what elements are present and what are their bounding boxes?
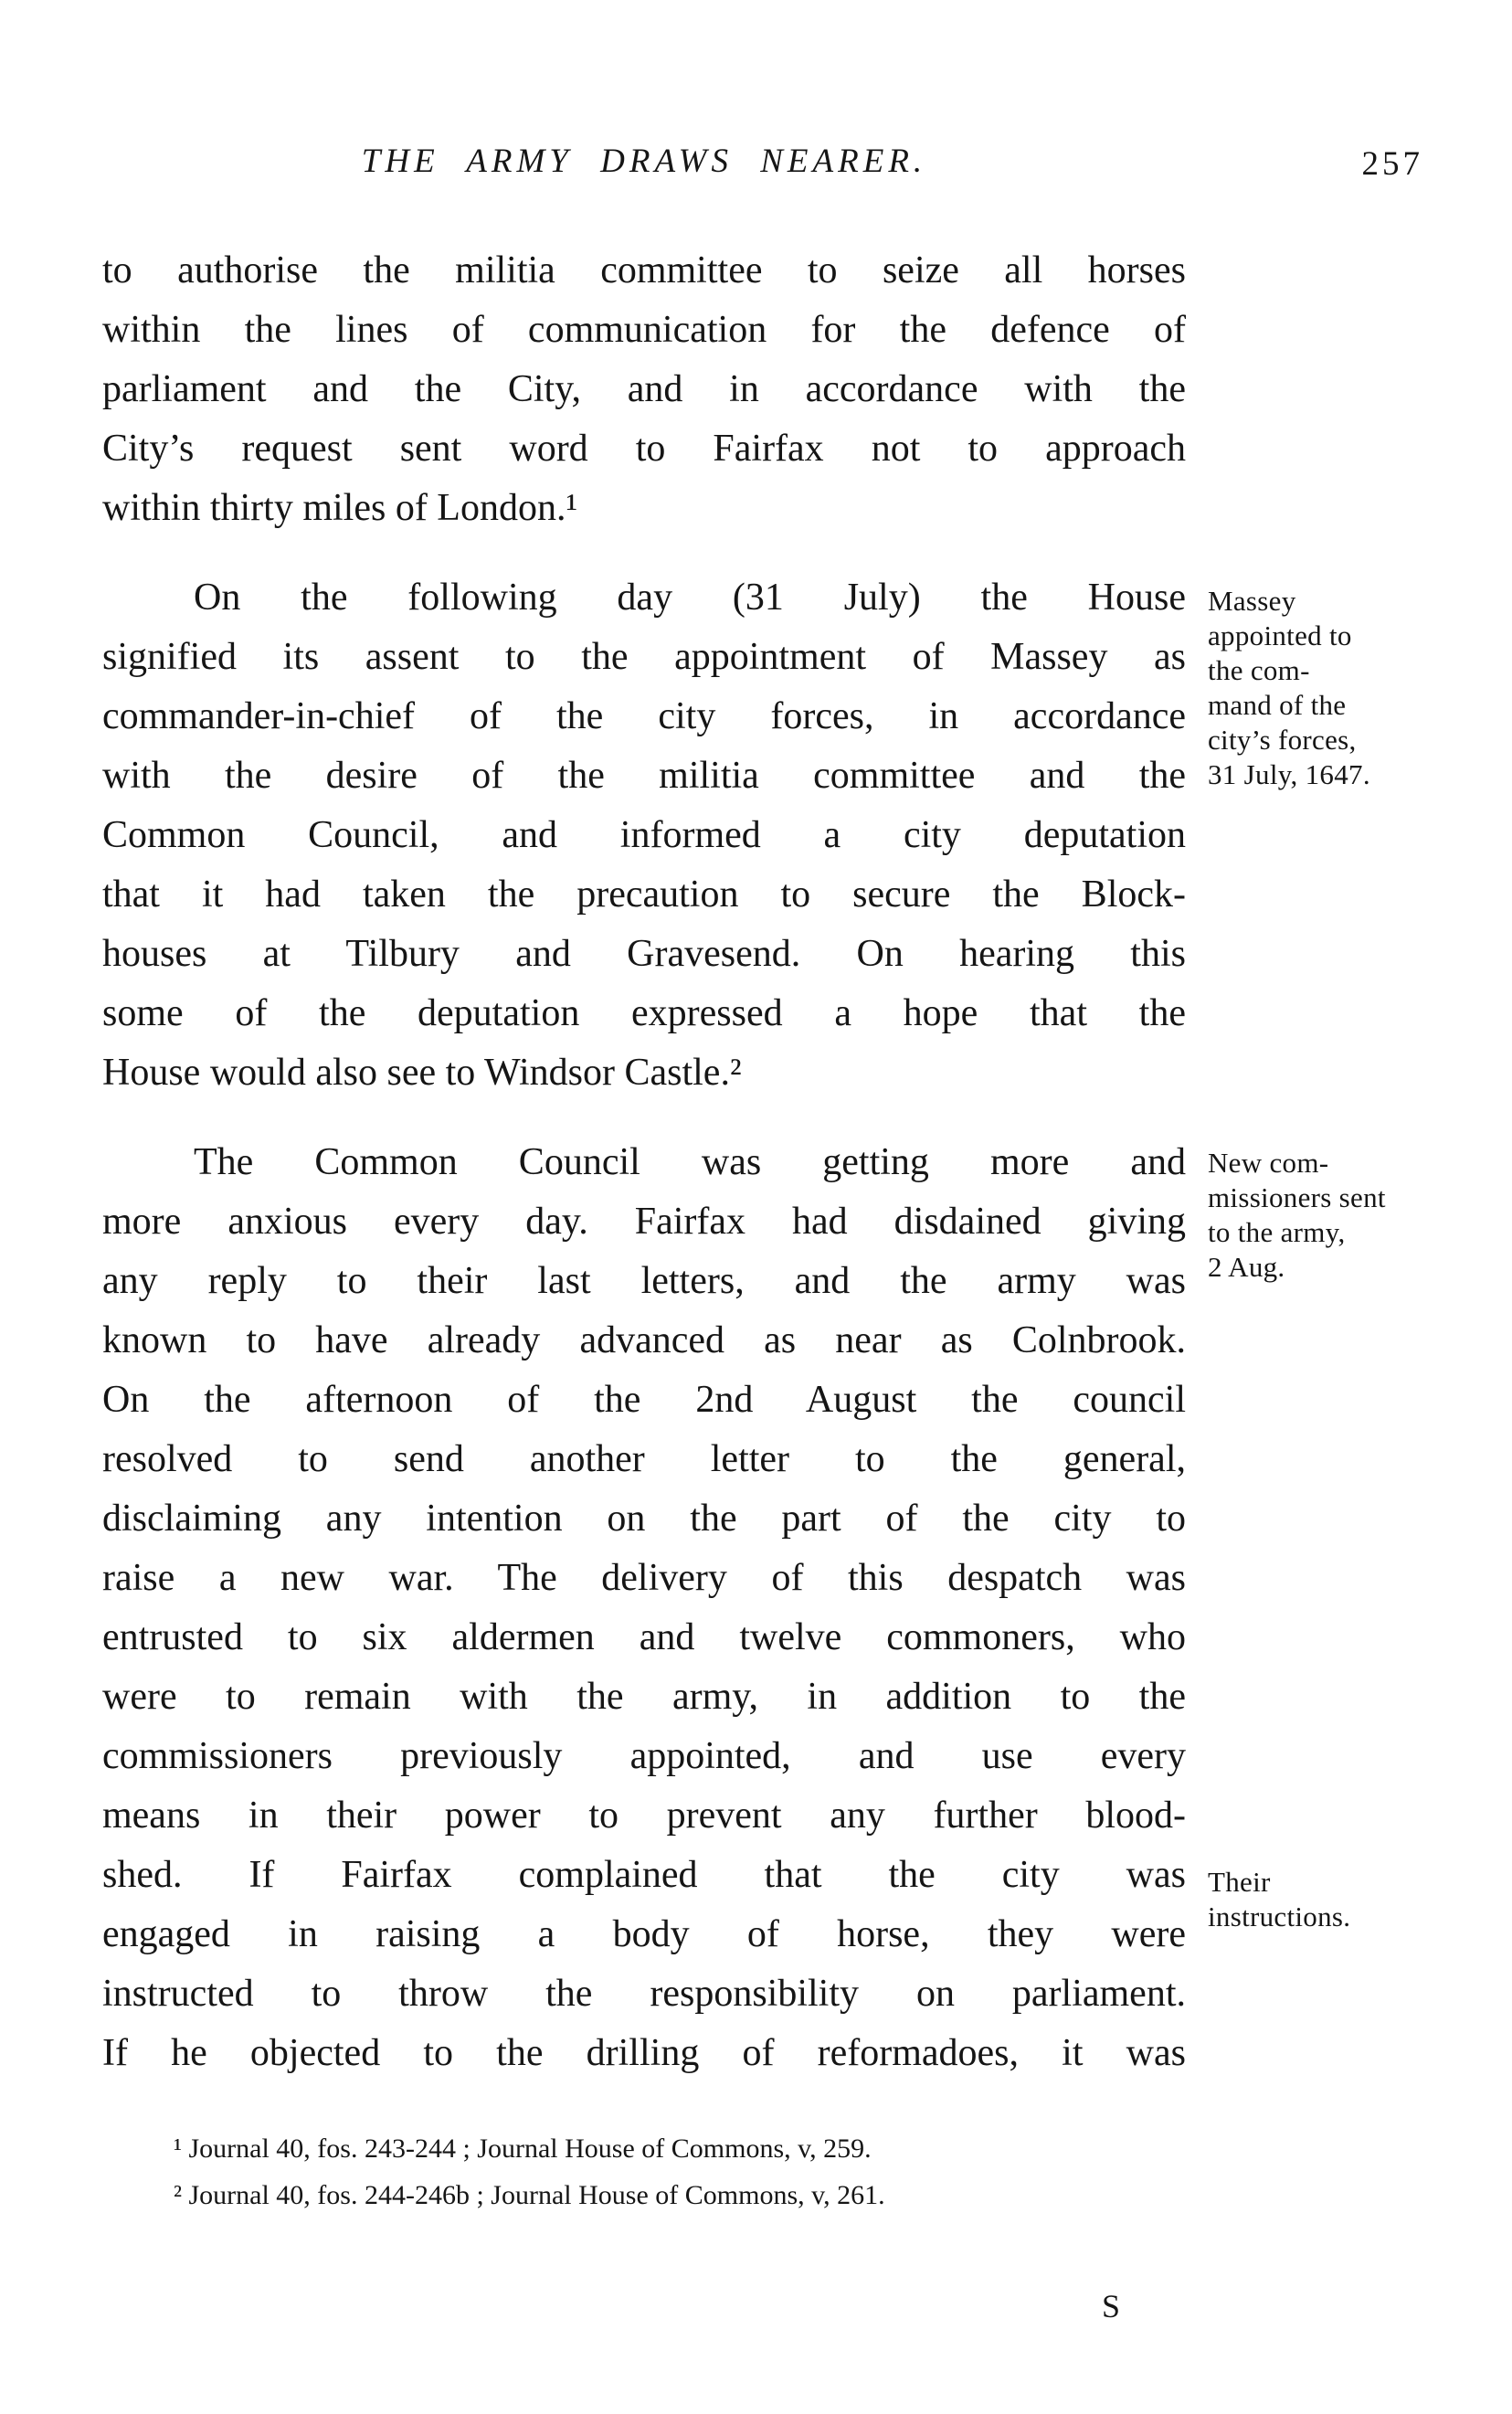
text-line: City’s request sent word to Fairfax not to approach	[102, 428, 1186, 470]
margin-note-line: missioners sent	[1208, 1181, 1386, 1213]
text-line: instructed to throw the responsibility on parliament.	[102, 1973, 1186, 2015]
paragraph-2	[102, 568, 1186, 1103]
page-number: 257	[1361, 145, 1423, 183]
text-line: On the afternoon of the 2nd August the council	[102, 1379, 1186, 1421]
text-line: disclaiming any intention on the part of the city to	[102, 1498, 1186, 1540]
margin-note-line: New com-	[1208, 1147, 1329, 1179]
text-line: resolved to send another letter to the general,	[102, 1438, 1186, 1480]
footnote-1: ¹ Journal 40, fos. 243-244 ; Journal House of Commons, v, 259.	[174, 2133, 872, 2164]
text-line: some of the deputation expressed a hope that the	[102, 992, 1186, 1034]
margin-note-new-commissioners	[1208, 1146, 1423, 1285]
margin-note-massey-appointed	[1208, 584, 1423, 792]
margin-note-line: the com-	[1208, 654, 1310, 686]
text-line: to authorise the militia committee to seize all horses	[102, 249, 1186, 291]
margin-note-line: 31 July, 1647.	[1208, 758, 1370, 790]
text-line: parliament and the City, and in accordance with the	[102, 368, 1186, 410]
text-line: known to have already advanced as near as Colnbrook.	[102, 1319, 1186, 1361]
text-line: Common Council, and informed a city deputation	[102, 814, 1186, 856]
text-line: engaged in raising a body of horse, they were	[102, 1913, 1186, 1955]
text-line: House would also see to Windsor Castle.²	[102, 1052, 742, 1094]
main-text	[102, 241, 1186, 2083]
text-line: more anxious every day. Fairfax had disdained giving	[102, 1201, 1186, 1243]
text-line: entrusted to six aldermen and twelve commoners, who	[102, 1616, 1186, 1658]
text-line: houses at Tilbury and Gravesend. On hearing this	[102, 933, 1186, 975]
margin-note-line: Their	[1208, 1866, 1271, 1898]
margin-note-line: to the army,	[1208, 1216, 1346, 1248]
text-line: raise a new war. The delivery of this despatch was	[102, 1557, 1186, 1599]
text-line: If he objected to the drilling of reformadoes, it was	[102, 2032, 1186, 2074]
text-line: within the lines of communication for the defence of	[102, 309, 1186, 351]
text-line: were to remain with the army, in addition to the	[102, 1676, 1186, 1718]
text-line: shed. If Fairfax complained that the city was	[102, 1854, 1186, 1896]
running-head-title: THE ARMY DRAWS NEARER.	[361, 143, 927, 180]
text-line: that it had taken the precaution to secure the Block-	[102, 873, 1186, 916]
text-line: any reply to their last letters, and the army was	[102, 1260, 1186, 1302]
margin-note-their-instructions	[1208, 1865, 1423, 1934]
text-line: within thirty miles of London.¹	[102, 487, 578, 529]
text-line: On the following day (31 July) the House	[194, 577, 1186, 619]
margin-note-line: mand of the	[1208, 689, 1347, 721]
margin-note-line: 2 Aug.	[1208, 1251, 1285, 1283]
text-line: signified its assent to the appointment of Massey as	[102, 636, 1186, 678]
footnote-2: ² Journal 40, fos. 244-246b ; Journal House of Commons, v, 261.	[174, 2180, 885, 2210]
margin-note-line: instructions.	[1208, 1900, 1351, 1932]
margin-note-line: Massey	[1208, 585, 1296, 617]
paragraph-1	[102, 241, 1186, 538]
paragraph-3	[102, 1133, 1186, 2083]
text-line: commander-in-chief of the city forces, in accordance	[102, 695, 1186, 737]
footnotes-section	[102, 2125, 1186, 2218]
signature-mark: S	[1102, 2288, 1121, 2324]
text-line: commissioners previously appointed, and use every	[102, 1735, 1186, 1777]
margin-note-line: city’s forces,	[1208, 724, 1357, 756]
text-line: means in their power to prevent any further blood-	[102, 1795, 1186, 1837]
margin-note-line: appointed to	[1208, 619, 1352, 651]
text-line: with the desire of the militia committee and the	[102, 755, 1186, 797]
text-line: The Common Council was getting more and	[194, 1141, 1186, 1183]
